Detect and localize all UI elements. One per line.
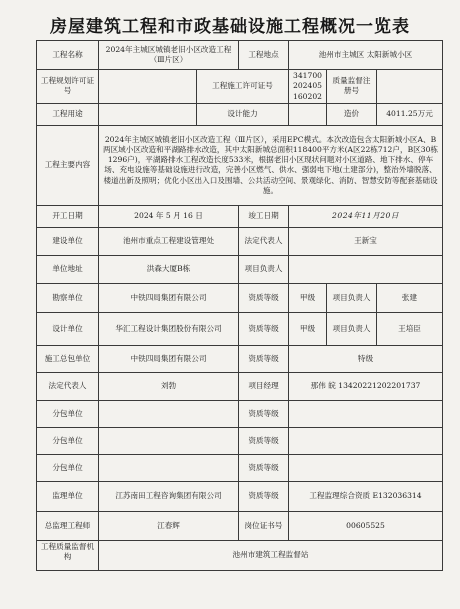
usage bbox=[99, 103, 197, 125]
supervisor-grade: 工程监理综合资质 E132036314 bbox=[289, 481, 443, 511]
quality-reg bbox=[377, 70, 443, 104]
overview-table bbox=[36, 40, 443, 571]
design-unit: 华汇工程设计集团股份有限公司 bbox=[99, 312, 239, 345]
row-contractor bbox=[37, 345, 443, 372]
sub2-value bbox=[99, 427, 239, 454]
cost-label: 造价 bbox=[327, 103, 377, 125]
sub2-grade bbox=[289, 427, 443, 454]
row-supervisor bbox=[37, 481, 443, 511]
row-project-name bbox=[37, 41, 443, 70]
design-lead: 王培臣 bbox=[377, 312, 443, 345]
project-name: 2024年主城区城镇老旧小区改造工程（Ⅲ片区） bbox=[99, 41, 239, 70]
survey-unit: 中铁四局集团有限公司 bbox=[99, 283, 239, 312]
project-lead-label: 项目负责人 bbox=[239, 255, 289, 283]
sub2-label: 分包单位 bbox=[37, 427, 99, 454]
quality-org-label: 工程质量监督机构 bbox=[37, 540, 99, 570]
row-design bbox=[37, 312, 443, 345]
row-chief-engineer bbox=[37, 511, 443, 540]
cert-label: 岗位证书号 bbox=[239, 511, 289, 540]
content-label: 工程主要内容 bbox=[37, 125, 99, 205]
legal-rep-label: 法定代表人 bbox=[239, 227, 289, 255]
finish-date: 2024年11月20日 bbox=[289, 205, 443, 227]
cert: 00605525 bbox=[289, 511, 443, 540]
row-content bbox=[37, 125, 443, 205]
sub3-grade-label: 资质等级 bbox=[239, 454, 289, 481]
row-address bbox=[37, 255, 443, 283]
construction-permit-label: 工程施工许可证号 bbox=[197, 70, 289, 104]
row-survey bbox=[37, 283, 443, 312]
quality-org: 池州市建筑工程监督站 bbox=[99, 540, 443, 570]
chief-engineer-label: 总监理工程师 bbox=[37, 511, 99, 540]
developer-label: 建设单位 bbox=[37, 227, 99, 255]
sub1-value bbox=[99, 400, 239, 427]
sub1-grade-label: 资质等级 bbox=[239, 400, 289, 427]
location: 池州市主城区 太阳新城小区 bbox=[289, 41, 443, 70]
row-sub2 bbox=[37, 427, 443, 454]
contractor-grade: 特级 bbox=[289, 345, 443, 372]
pm: 那伟 皖 1342022120220173​7 bbox=[289, 372, 443, 400]
design-label: 设计单位 bbox=[37, 312, 99, 345]
unit-address-label: 单位地址 bbox=[37, 255, 99, 283]
sub3-grade bbox=[289, 454, 443, 481]
contractor-label: 施工总包单位 bbox=[37, 345, 99, 372]
cost: 4011.25万元 bbox=[377, 103, 443, 125]
supervisor-label: 监理单位 bbox=[37, 481, 99, 511]
supervisor-grade-label: 资质等级 bbox=[239, 481, 289, 511]
sub3-label: 分包单位 bbox=[37, 454, 99, 481]
project-name-label: 工程名称 bbox=[37, 41, 99, 70]
unit-address: 洪森大厦B栋 bbox=[99, 255, 239, 283]
sub2-grade-label: 资质等级 bbox=[239, 427, 289, 454]
usage-label: 工程用途 bbox=[37, 103, 99, 125]
legal-rep: 王新宝 bbox=[289, 227, 443, 255]
row-contractor-rep bbox=[37, 372, 443, 400]
row-sub1 bbox=[37, 400, 443, 427]
survey-lead-label: 项目负责人 bbox=[327, 283, 377, 312]
construction-permit: 341700202405160202 bbox=[289, 70, 327, 104]
quality-reg-label: 质量监督注册号 bbox=[327, 70, 377, 104]
row-usage bbox=[37, 103, 443, 125]
capacity-label: 设计能力 bbox=[197, 103, 289, 125]
survey-grade: 甲级 bbox=[289, 283, 327, 312]
row-sub3 bbox=[37, 454, 443, 481]
project-lead bbox=[289, 255, 443, 283]
sub1-label: 分包单位 bbox=[37, 400, 99, 427]
supervisor: 江苏南田工程咨询集团有限公司 bbox=[99, 481, 239, 511]
row-permits bbox=[37, 70, 443, 104]
survey-label: 勘察单位 bbox=[37, 283, 99, 312]
start-label: 开工日期 bbox=[37, 205, 99, 227]
content-text: 2024年主城区城镇老旧小区改造工程（Ⅲ片区），采用EPC模式。本次改造包含太阳新城小区A、B两区域小区改造和平湖路排水改造，其中太阳新城总面积118400平方米(A区22栋712户，B区30栋1296户)，平湖路排水工程改造长度533米，根据老旧小区现状问题对小区道路、地下排水、停车场、充电设施等基础设施进行改造，完善小区燃气、供水、强弱电下地(土建部分)，整治外墙脱落、楼道出新及照明；优化小区出入口及围墙、公共活动空间、景观绿化、消防、智慧安防等配套基础设施。 bbox=[99, 125, 443, 205]
contractor-rep-label: 法定代表人 bbox=[37, 372, 99, 400]
survey-lead: 张建 bbox=[377, 283, 443, 312]
finish-label: 竣工日期 bbox=[239, 205, 289, 227]
contractor-rep: 刘勃 bbox=[99, 372, 239, 400]
pm-label: 项目经理 bbox=[239, 372, 289, 400]
start-date: 2024 年 5 月 16 日 bbox=[99, 205, 239, 227]
page-title: 房屋建筑工程和市政基础设施工程概况一览表 bbox=[50, 17, 410, 37]
design-grade-label: 资质等级 bbox=[239, 312, 289, 345]
row-developer bbox=[37, 227, 443, 255]
sub1-grade bbox=[289, 400, 443, 427]
planning-permit-label: 工程规划许可证号 bbox=[37, 70, 99, 104]
survey-grade-label: 资质等级 bbox=[239, 283, 289, 312]
design-grade: 甲级 bbox=[289, 312, 327, 345]
row-dates bbox=[37, 205, 443, 227]
design-lead-label: 项目负责人 bbox=[327, 312, 377, 345]
location-label: 工程地点 bbox=[239, 41, 289, 70]
contractor-grade-label: 资质等级 bbox=[239, 345, 289, 372]
planning-permit bbox=[99, 70, 197, 104]
contractor: 中铁四局集团有限公司 bbox=[99, 345, 239, 372]
row-quality-org bbox=[37, 540, 443, 570]
capacity bbox=[289, 103, 327, 125]
sub3-value bbox=[99, 454, 239, 481]
developer: 池州市重点工程建设管理处 bbox=[99, 227, 239, 255]
chief-engineer: 江春辉 bbox=[99, 511, 239, 540]
